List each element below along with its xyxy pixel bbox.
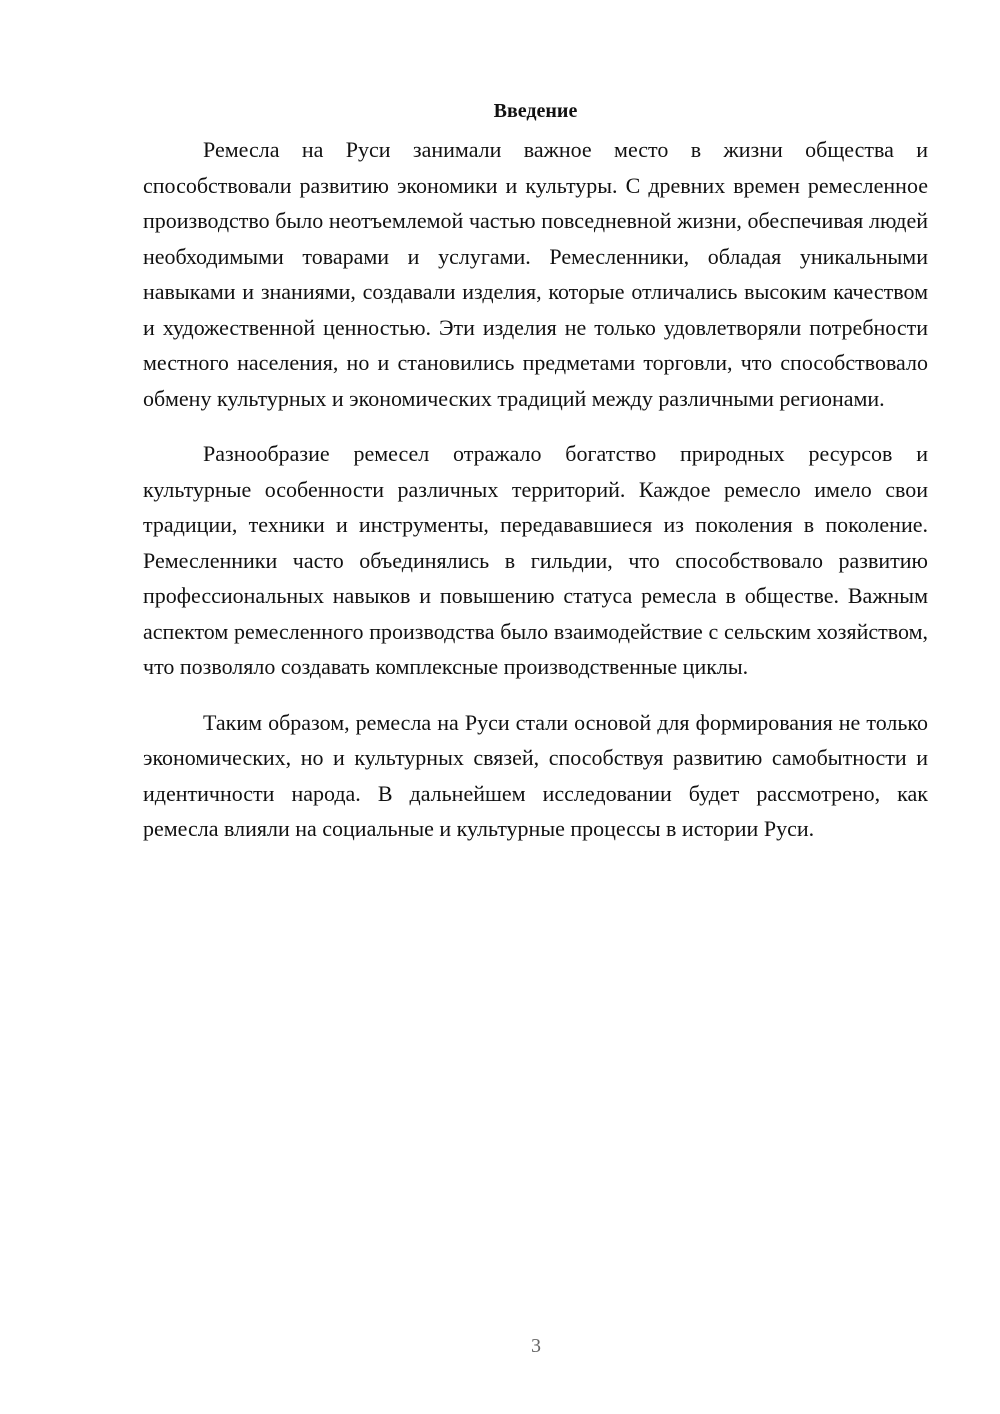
paragraph-2: Разнообразие ремесел отражало богатство природных ресурсов и культурные особенности различных территорий. Каждое ремесло имело свои традиции, техники и инструменты, передававшиеся из поколения в поколение. Ремесленники часто объединялись в гильдии, что способствовало развитию профессиональных навыков и повышению статуса ремесла в обществе. Важным аспектом ремесленного производства было взаимодействие с сельским хозяйством, что позволяло создавать комплексные производственные циклы. — [143, 441, 928, 679]
paragraph-3: Таким образом, ремесла на Руси стали основой для формирования не только экономических, но и культурных связей, способствуя развитию самобытности и идентичности народа. В дальнейшем исследовании будет рассмотрено, как ремесла влияли на социальные и культурные процессы в истории Руси. — [143, 709, 928, 841]
page-number: 3 — [531, 1335, 541, 1357]
paragraph-1: Ремесла на Руси занимали важное место в жизни общества и способствовали развитию экономики и культуры. С древних времен ремесленное производство было неотъемлемой частью повседневной жизни, обеспечивая людей необходимыми товарами и услугами. Ремесленники, обладая уникальными навыками и знаниями, создавали изделия, которые отличались высоким качеством и художественной ценностью. Эти изделия не только удовлетворяли потребности местного населения, но и становились предметами торговли, что способствовало обмену культурных и экономических традиций между различными регионами. — [143, 137, 928, 411]
page-content — [143, 96, 928, 867]
section-title: Введение — [493, 100, 578, 122]
